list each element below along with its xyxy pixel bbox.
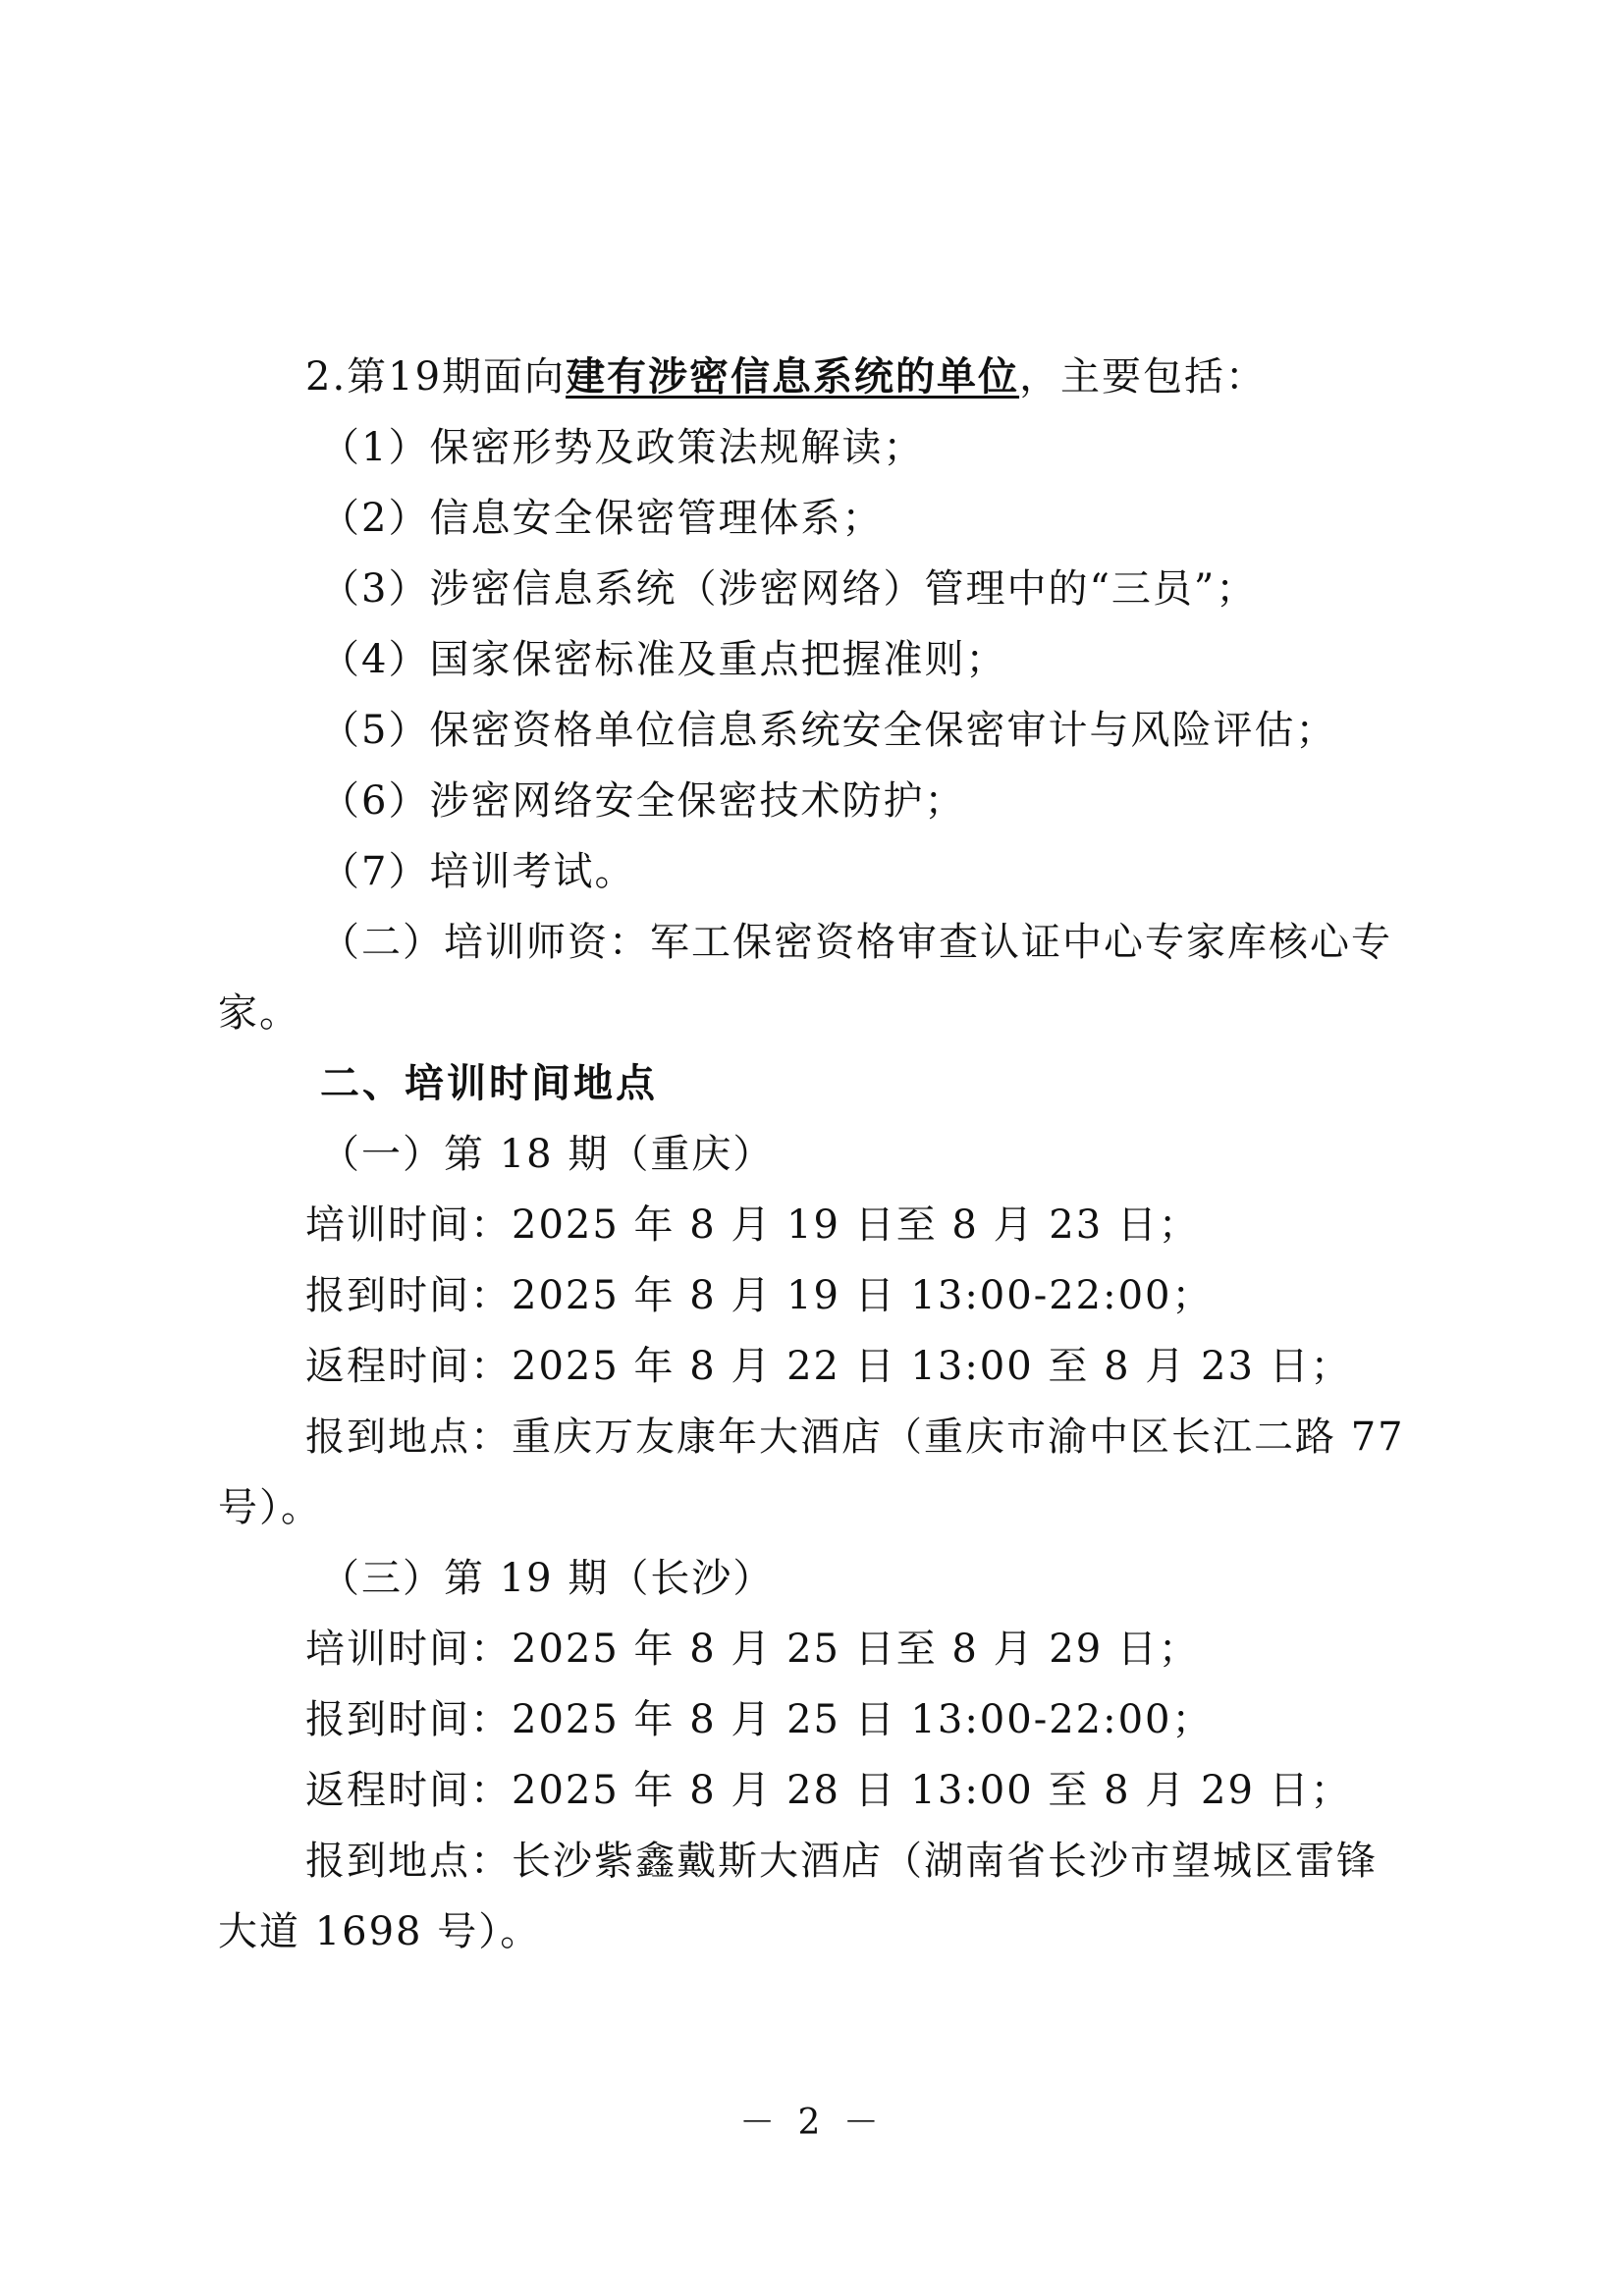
item-2-emphasis: 建有涉密信息系统的单位 (566, 354, 1020, 400)
topic-item-5: （5）保密资格单位信息系统安全保密审计与风险评估； (320, 708, 1337, 753)
session-19-venue-line-1: 报到地点：长沙紫鑫戴斯大酒店（湖南省长沙市望城区雷锋 (305, 1839, 1378, 1884)
topic-item-2: （2）信息安全保密管理体系； (320, 496, 884, 541)
session-18-return-time: 返程时间：2025 年 8 月 22 日 13:00 至 8 月 23 日； (305, 1344, 1352, 1389)
topic-item-7: （7）培训考试。 (320, 849, 636, 894)
session-18-checkin-time: 报到时间：2025 年 8 月 19 日 13:00-22:00； (305, 1273, 1214, 1318)
topic-item-3: （3）涉密信息系统（涉密网络）管理中的“三员”； (320, 566, 1258, 612)
topic-item-4: （4）国家保密标准及重点把握准则； (320, 637, 1007, 682)
topic-item-1: （1）保密形势及政策法规解读； (320, 425, 925, 470)
session-19-return-time: 返程时间：2025 年 8 月 28 日 13:00 至 8 月 29 日； (305, 1768, 1352, 1813)
item-2-paragraph (305, 349, 1267, 404)
session-19-checkin-time: 报到时间：2025 年 8 月 25 日 13:00-22:00； (305, 1697, 1214, 1742)
session-18-venue-line-2: 号）。 (218, 1485, 322, 1530)
section-heading: 二、培训时间地点 (320, 1061, 658, 1106)
session-19-training-time: 培训时间：2025 年 8 月 25 日至 8 月 29 日； (305, 1627, 1200, 1672)
faculty-line-2: 家。 (218, 990, 300, 1036)
item-2-prefix: 2.第19期面向 (305, 354, 567, 400)
session-19-title: （三）第 19 期（长沙） (320, 1556, 775, 1601)
session-18-title: （一）第 18 期（重庆） (320, 1132, 775, 1177)
session-18-training-time: 培训时间：2025 年 8 月 19 日至 8 月 23 日； (305, 1202, 1200, 1248)
topic-item-6: （6）涉密网络安全保密技术防护； (320, 778, 966, 824)
item-2-suffix: ，主要包括： (1019, 354, 1268, 400)
faculty-line-1: （二）培训师资：军工保密资格审查认证中心专家库核心专 (320, 920, 1392, 965)
page-number: － 2 － (739, 2103, 885, 2143)
session-18-venue-line-1: 报到地点：重庆万友康年大酒店（重庆市渝中区长江二路 77 (305, 1415, 1405, 1460)
session-19-venue-line-2: 大道 1698 号）。 (218, 1909, 542, 1954)
